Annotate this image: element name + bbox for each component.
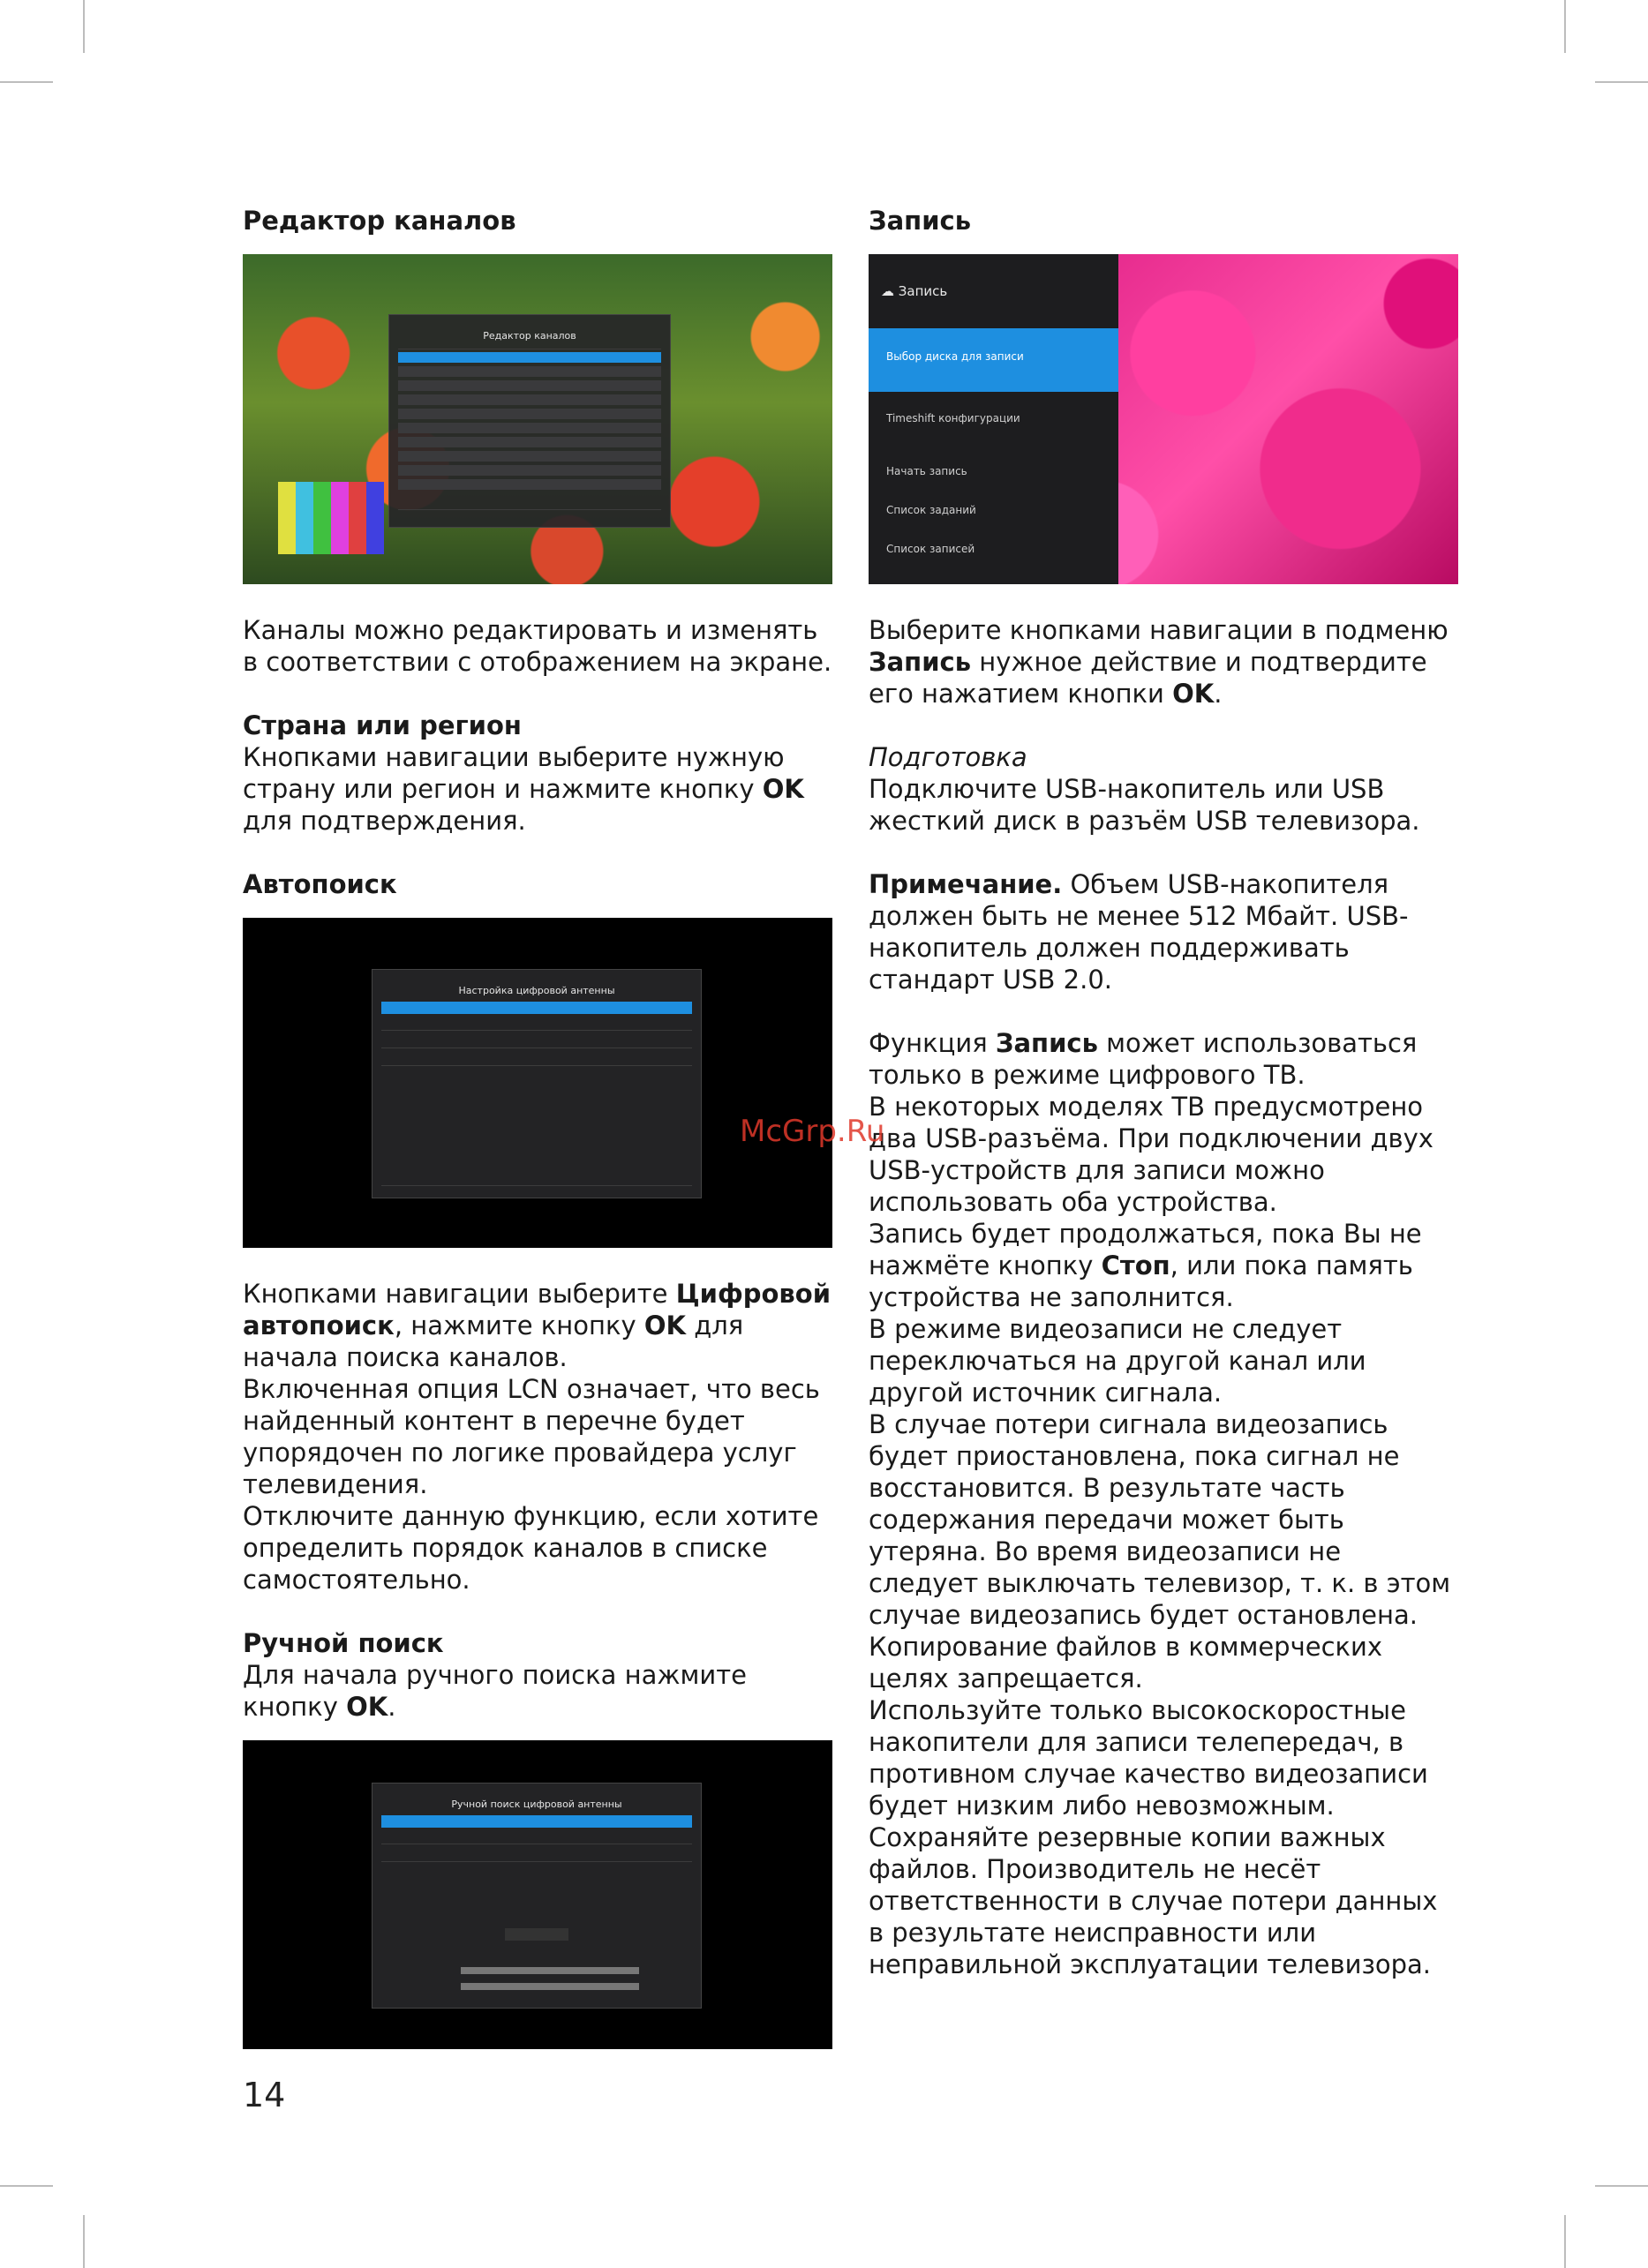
paragraph-autosearch: Кнопками навигации выберите Цифровой автопоиск, нажмите кнопку OK для начала поиска каналов. (243, 1279, 832, 1372)
watermark: McGrp.Ru (740, 1114, 885, 1149)
paragraph-fast-drives: Используйте только высокоскоростные накопители для записи телепередач, в противном случае качество видеозаписи будет низким либо невозможным. (869, 1695, 1428, 1821)
paragraph-country: Кнопками навигации выберите нужную страну или регион и нажмите кнопку OK для подтверждения. (243, 742, 804, 836)
crop-mark (1595, 81, 1648, 83)
channel-editor-screenshot (243, 254, 832, 584)
panel-title: Ручной поиск цифровой антенны (451, 1799, 622, 1810)
heading-country: Страна или регион (243, 710, 522, 740)
panel-title: Редактор каналов (483, 330, 576, 342)
paragraph-preparation: Подключите USB-накопитель или USB жесткий диск в разъём USB телевизора. (869, 774, 1420, 836)
manual-search-screenshot (243, 1740, 832, 2049)
paragraph-continue: Запись будет продолжаться, пока Вы не нажмёте кнопку Стоп, или пока память устройства не заполнится. (869, 1219, 1422, 1312)
paragraph-backup: Сохраняйте резервные копии важных файлов. Производитель не несёт ответственности в случае потери данных в результате неисправности или неправильной эксплуатации телевизора. (869, 1822, 1438, 1979)
selected-row (381, 1815, 692, 1828)
paragraph-signal-loss: В случае потери сигнала видеозапись будет приостановлена, пока сигнал не восстановится. В результате часть содержания передачи может быть утеряна. Во время видеозаписи не следует выключать телевизор, т. к. в этом случае видеозапись будет остановлена. Копирование файлов в коммерческих целях запрещается. (869, 1409, 1451, 1693)
paragraph-note: Примечание. Объем USB-накопителя должен быть не менее 512 Мбайт. USB-накопитель должен поддерживать стандарт USB 2.0. (869, 869, 1409, 995)
heading-record: Запись (869, 206, 972, 236)
crop-mark (83, 0, 85, 53)
color-bars (278, 482, 384, 554)
crop-mark (1564, 2215, 1566, 2268)
paragraph-lcn-off: Отключите данную функцию, если хотите определить порядок каналов в списке самостоятельно. (243, 1501, 819, 1595)
heading-manual-search: Ручной поиск (243, 1628, 444, 1658)
crop-mark (1564, 0, 1566, 53)
paragraph-editor: Каналы можно редактировать и изменять в соответствии с отображением на экране. (243, 615, 832, 677)
record-menu (869, 254, 1118, 584)
menu-item-start-record[interactable]: Начать запись (886, 465, 967, 477)
selected-row (398, 352, 661, 363)
panel-title: Настройка цифровой антенны (458, 985, 615, 996)
crop-mark (83, 2215, 85, 2268)
manual-search-panel (372, 1783, 702, 2009)
paragraph-record: Выберите кнопками навигации в подменю Запись нужное действие и подтвердите его нажатием кнопки OK. (869, 615, 1449, 709)
record-screenshot (869, 254, 1458, 584)
menu-item-timeshift[interactable]: Timeshift конфигурации (886, 412, 1020, 424)
right-column (869, 205, 1458, 1980)
menu-item-schedule[interactable]: Список заданий (886, 504, 976, 516)
crop-mark (0, 81, 53, 83)
paragraph-models: В некоторых моделях ТВ предусмотрено два USB-разъёма. При подключении двух USB-устройств для записи можно использовать оба устройства. (869, 1092, 1434, 1217)
autosearch-panel (372, 969, 702, 1198)
heading-channel-editor: Редактор каналов (243, 206, 516, 236)
menu-item-recordings[interactable]: Список записей (886, 543, 975, 555)
page-number: 14 (243, 2076, 286, 2114)
crop-mark (1595, 2185, 1648, 2187)
heading-autosearch: Автопоиск (243, 869, 397, 899)
autosearch-screenshot (243, 918, 832, 1248)
label-preparation: Подготовка (869, 742, 1027, 772)
channel-editor-panel (388, 314, 671, 528)
paragraph-function: Функция Запись может использоваться только в режиме цифрового ТВ. (869, 1028, 1418, 1090)
crop-mark (0, 2185, 53, 2187)
paragraph-lcn: Включенная опция LCN означает, что весь найденный контент в перечне будет упорядочен по логике провайдера услуг телевидения. (243, 1374, 820, 1499)
menu-item-disk-select[interactable]: Выбор диска для записи (869, 328, 1118, 392)
record-menu-title: ☁ Запись (881, 283, 948, 299)
paragraph-switch: В режиме видеозаписи не следует переключаться на другой канал или другой источник сигнала. (869, 1314, 1366, 1408)
paragraph-manual: Для начала ручного поиска нажмите кнопку OK. (243, 1660, 747, 1722)
selected-row (381, 1002, 692, 1014)
